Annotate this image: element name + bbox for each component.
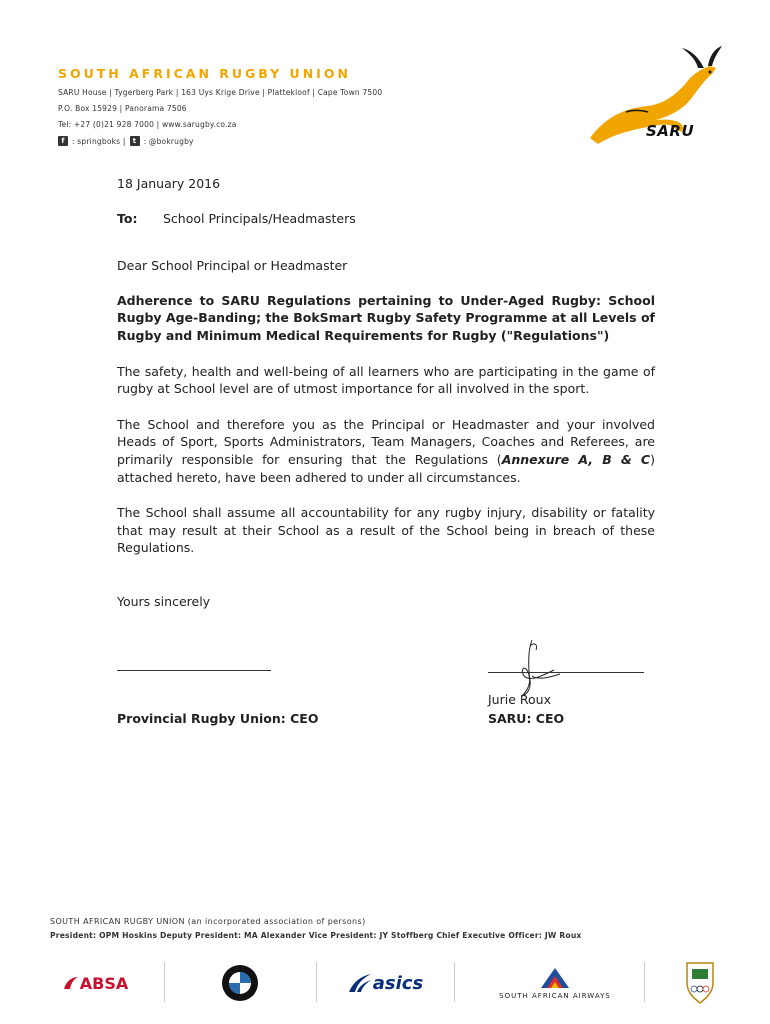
to-label: To: xyxy=(117,210,138,226)
signature-line-right xyxy=(488,672,644,673)
sponsor-divider xyxy=(316,962,317,1002)
sponsor-divider xyxy=(644,962,645,1002)
saa-tail-icon xyxy=(535,966,575,990)
to-value: School Principals/Headmasters xyxy=(163,210,356,226)
sascoc-logo xyxy=(670,960,730,1006)
absa-logo xyxy=(30,960,160,1006)
signature-scribble-icon xyxy=(502,636,562,698)
absa-text: ABSA xyxy=(79,973,129,993)
facebook-icon: f xyxy=(58,136,68,146)
letter-date: 18 January 2016 xyxy=(117,176,221,191)
signatory-name: Jurie Roux xyxy=(488,692,551,707)
tel-web-line: Tel: +27 (0)21 928 7000 | www.sarugby.co.za xyxy=(58,120,237,129)
paragraph-responsibility-end: ) attached hereto, have been adhered to under all circumstances. xyxy=(117,451,656,485)
paragraph-accountability: The School shall assume all accountability for any rugby injury, disability or fatality that may result at their School as a result of the School being in breach of these Regulations. xyxy=(117,505,655,556)
sponsor-divider xyxy=(164,962,165,1002)
paragraph-safety: The safety, health and well-being of all learners who are participating in the game of rugby at School level are of utmost importance for all involved in the sport. xyxy=(117,363,655,397)
org-name: SOUTH AFRICAN RUGBY UNION xyxy=(58,66,351,81)
footer-officers: President: OPM Hoskins Deputy President: MA Alexander Vice President: JY Stoffberg Chief Executive Officer: JW Roux xyxy=(50,931,582,940)
absa-mark-icon xyxy=(62,975,80,991)
closing: Yours sincerely xyxy=(117,593,211,609)
twitter-handle: : @bokrugby xyxy=(143,136,194,146)
asics-logo xyxy=(320,960,450,1006)
sponsor-divider xyxy=(454,962,455,1002)
salutation: Dear School Principal or Headmaster xyxy=(117,258,348,274)
footer xyxy=(50,917,582,940)
letter-body xyxy=(117,175,655,611)
signature-line-left xyxy=(117,670,271,671)
letterhead xyxy=(58,66,382,146)
signatory-title-right: SARU: CEO xyxy=(488,711,565,726)
twitter-icon: t xyxy=(130,136,140,146)
bmw-roundel-icon xyxy=(221,964,259,1002)
bmw-logo xyxy=(190,960,290,1006)
address-line: SARU House | Tygerberg Park | 163 Uys Krige Drive | Plattekloof | Cape Town 7500 xyxy=(58,88,383,97)
saa-logo xyxy=(475,960,635,1006)
paragraph-responsibility xyxy=(117,416,655,486)
social-line xyxy=(58,136,382,146)
signatory-title-left: Provincial Rugby Union: CEO xyxy=(117,711,319,726)
sponsor-strip xyxy=(30,960,750,1006)
asics-text: asics xyxy=(372,972,424,994)
recipient-row xyxy=(117,210,655,228)
sascoc-crest-icon xyxy=(683,961,717,1005)
po-box-line: P.O. Box 15929 | Panorama 7506 xyxy=(58,104,187,113)
saru-logo-text: SARU xyxy=(646,122,695,140)
subject-line: Adherence to SARU Regulations pertaining to Under-Aged Rugby: School Rugby Age-Banding; the BokSmart Rugby Safety Programme at all Levels of Rugby and Minimum Medical Requirements for Rugby ("Regulations") xyxy=(117,292,655,343)
asics-stripes-icon xyxy=(347,972,373,994)
footer-org: SOUTH AFRICAN RUGBY UNION (an incorporated association of persons) xyxy=(50,917,366,926)
saa-text: SOUTH AFRICAN AIRWAYS xyxy=(499,992,611,1000)
paragraph-responsibility-start: The School and therefore you as the Principal or Headmaster and your involved Heads of Sport, Sports Administrators, Team Managers, Coaches and Referees, are primarily responsible for ensuring that the Regulations ( xyxy=(117,416,655,467)
annexure-reference: Annexure A, B & C xyxy=(501,451,651,467)
facebook-handle: : springboks | xyxy=(72,136,126,146)
